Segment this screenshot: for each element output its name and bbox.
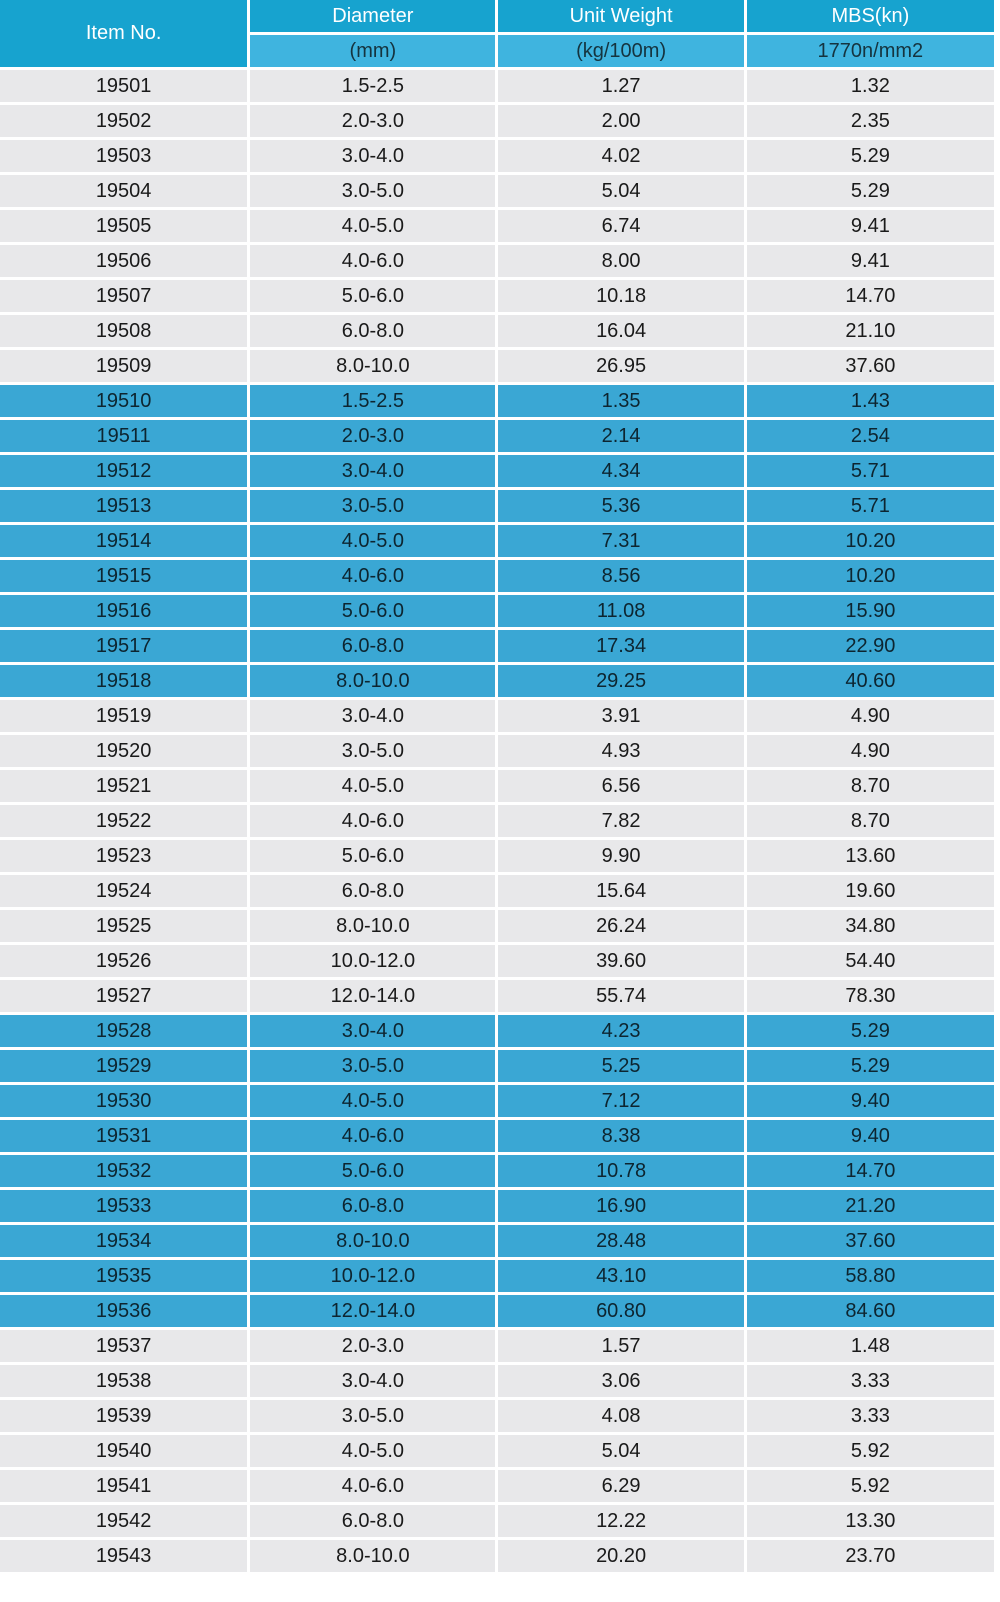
- table-row: [0, 385, 994, 417]
- cell-diameter: 2.0-3.0: [250, 105, 495, 137]
- cell-item-no: 19541: [0, 1470, 247, 1502]
- cell-unit-weight: 11.08: [498, 595, 743, 627]
- cell-unit-weight: 2.00: [498, 105, 743, 137]
- cell-item-no: 19542: [0, 1505, 247, 1537]
- table-row: [0, 1015, 994, 1047]
- cell-unit-weight: 6.56: [498, 770, 743, 802]
- cell-mbs: 8.70: [747, 805, 994, 837]
- cell-diameter: 6.0-8.0: [250, 1190, 495, 1222]
- table-row: [0, 875, 994, 907]
- cell-mbs: 22.90: [747, 630, 994, 662]
- cell-unit-weight: 1.57: [498, 1330, 743, 1362]
- cell-item-no: 19525: [0, 910, 247, 942]
- cell-mbs: 10.20: [747, 525, 994, 557]
- cell-mbs: 34.80: [747, 910, 994, 942]
- cell-diameter: 5.0-6.0: [250, 595, 495, 627]
- cell-diameter: 8.0-10.0: [250, 350, 495, 382]
- table-row: [0, 1085, 994, 1117]
- table-row: [0, 560, 994, 592]
- cell-item-no: 19539: [0, 1400, 247, 1432]
- cell-unit-weight: 16.90: [498, 1190, 743, 1222]
- cell-unit-weight: 43.10: [498, 1260, 743, 1292]
- cell-unit-weight: 26.95: [498, 350, 743, 382]
- cell-unit-weight: 26.24: [498, 910, 743, 942]
- cell-mbs: 54.40: [747, 945, 994, 977]
- cell-unit-weight: 5.36: [498, 490, 743, 522]
- cell-item-no: 19528: [0, 1015, 247, 1047]
- cell-item-no: 19537: [0, 1330, 247, 1362]
- cell-diameter: 6.0-8.0: [250, 315, 495, 347]
- cell-item-no: 19540: [0, 1435, 247, 1467]
- cell-diameter: 10.0-12.0: [250, 945, 495, 977]
- table-row: [0, 105, 994, 137]
- table-row: [0, 665, 994, 697]
- cell-mbs: 13.30: [747, 1505, 994, 1537]
- cell-mbs: 9.41: [747, 210, 994, 242]
- table-row: [0, 420, 994, 452]
- cell-unit-weight: 9.90: [498, 840, 743, 872]
- cell-mbs: 8.70: [747, 770, 994, 802]
- header-unit-weight: Unit Weight: [498, 0, 743, 32]
- cell-mbs: 58.80: [747, 1260, 994, 1292]
- table-row: [0, 525, 994, 557]
- cell-mbs: 9.40: [747, 1085, 994, 1117]
- cell-mbs: 5.71: [747, 455, 994, 487]
- cell-mbs: 2.35: [747, 105, 994, 137]
- cell-unit-weight: 55.74: [498, 980, 743, 1012]
- cell-item-no: 19514: [0, 525, 247, 557]
- table-row: [0, 700, 994, 732]
- table-row: [0, 245, 994, 277]
- cell-item-no: 19512: [0, 455, 247, 487]
- cell-mbs: 84.60: [747, 1295, 994, 1327]
- table-row: [0, 735, 994, 767]
- cell-unit-weight: 12.22: [498, 1505, 743, 1537]
- cell-diameter: 4.0-5.0: [250, 525, 495, 557]
- cell-item-no: 19504: [0, 175, 247, 207]
- table-row: [0, 1155, 994, 1187]
- cell-mbs: 4.90: [747, 735, 994, 767]
- table-row: [0, 980, 994, 1012]
- table-row: [0, 1365, 994, 1397]
- cell-item-no: 19503: [0, 140, 247, 172]
- cell-unit-weight: 4.23: [498, 1015, 743, 1047]
- table-row: [0, 1470, 994, 1502]
- cell-diameter: 1.5-2.5: [250, 385, 495, 417]
- cell-diameter: 2.0-3.0: [250, 420, 495, 452]
- cell-mbs: 10.20: [747, 560, 994, 592]
- table-row: [0, 1120, 994, 1152]
- cell-unit-weight: 4.34: [498, 455, 743, 487]
- cell-mbs: 15.90: [747, 595, 994, 627]
- cell-item-no: 19519: [0, 700, 247, 732]
- cell-diameter: 3.0-4.0: [250, 140, 495, 172]
- cell-diameter: 8.0-10.0: [250, 910, 495, 942]
- cell-diameter: 4.0-6.0: [250, 1470, 495, 1502]
- cell-item-no: 19509: [0, 350, 247, 382]
- cell-mbs: 1.32: [747, 70, 994, 102]
- cell-mbs: 78.30: [747, 980, 994, 1012]
- table-row: [0, 945, 994, 977]
- cell-unit-weight: 28.48: [498, 1225, 743, 1257]
- cell-diameter: 4.0-6.0: [250, 805, 495, 837]
- cell-unit-weight: 20.20: [498, 1540, 743, 1572]
- cell-unit-weight: 8.38: [498, 1120, 743, 1152]
- cell-diameter: 3.0-5.0: [250, 1400, 495, 1432]
- cell-item-no: 19535: [0, 1260, 247, 1292]
- cell-unit-weight: 1.35: [498, 385, 743, 417]
- cell-item-no: 19515: [0, 560, 247, 592]
- cell-item-no: 19508: [0, 315, 247, 347]
- cell-item-no: 19534: [0, 1225, 247, 1257]
- cell-diameter: 3.0-5.0: [250, 175, 495, 207]
- table-row: [0, 490, 994, 522]
- cell-diameter: 5.0-6.0: [250, 1155, 495, 1187]
- table-row: [0, 1295, 994, 1327]
- cell-mbs: 21.10: [747, 315, 994, 347]
- cell-item-no: 19517: [0, 630, 247, 662]
- cell-unit-weight: 7.31: [498, 525, 743, 557]
- cell-item-no: 19505: [0, 210, 247, 242]
- table-body: [0, 70, 994, 1572]
- table-row: [0, 1540, 994, 1572]
- cell-mbs: 13.60: [747, 840, 994, 872]
- cell-mbs: 14.70: [747, 280, 994, 312]
- header-diameter-unit: (mm): [250, 35, 495, 67]
- cell-diameter: 12.0-14.0: [250, 1295, 495, 1327]
- cell-unit-weight: 7.12: [498, 1085, 743, 1117]
- cell-diameter: 3.0-5.0: [250, 490, 495, 522]
- header-unit-weight-unit: (kg/100m): [498, 35, 743, 67]
- table-header: [0, 0, 994, 67]
- cell-item-no: 19530: [0, 1085, 247, 1117]
- cell-unit-weight: 8.00: [498, 245, 743, 277]
- cell-diameter: 12.0-14.0: [250, 980, 495, 1012]
- cell-item-no: 19520: [0, 735, 247, 767]
- cell-item-no: 19521: [0, 770, 247, 802]
- cell-mbs: 5.92: [747, 1470, 994, 1502]
- cell-unit-weight: 5.04: [498, 1435, 743, 1467]
- cell-mbs: 23.70: [747, 1540, 994, 1572]
- table-row: [0, 210, 994, 242]
- cell-unit-weight: 8.56: [498, 560, 743, 592]
- header-row: [0, 0, 994, 32]
- cell-mbs: 21.20: [747, 1190, 994, 1222]
- cell-unit-weight: 4.93: [498, 735, 743, 767]
- cell-mbs: 5.29: [747, 1015, 994, 1047]
- cell-unit-weight: 10.18: [498, 280, 743, 312]
- cell-diameter: 3.0-4.0: [250, 455, 495, 487]
- cell-mbs: 40.60: [747, 665, 994, 697]
- cell-item-no: 19507: [0, 280, 247, 312]
- header-mbs-unit: 1770n/mm2: [747, 35, 994, 67]
- cell-unit-weight: 16.04: [498, 315, 743, 347]
- cell-diameter: 6.0-8.0: [250, 630, 495, 662]
- table-row: [0, 805, 994, 837]
- table-row: [0, 630, 994, 662]
- cell-mbs: 5.92: [747, 1435, 994, 1467]
- cell-mbs: 37.60: [747, 350, 994, 382]
- cell-mbs: 9.41: [747, 245, 994, 277]
- table-row: [0, 315, 994, 347]
- table-row: [0, 1435, 994, 1467]
- cell-unit-weight: 3.06: [498, 1365, 743, 1397]
- cell-item-no: 19538: [0, 1365, 247, 1397]
- cell-mbs: 5.29: [747, 175, 994, 207]
- cell-item-no: 19516: [0, 595, 247, 627]
- cell-item-no: 19533: [0, 1190, 247, 1222]
- cell-diameter: 5.0-6.0: [250, 280, 495, 312]
- cell-item-no: 19502: [0, 105, 247, 137]
- cell-item-no: 19524: [0, 875, 247, 907]
- cell-mbs: 2.54: [747, 420, 994, 452]
- cell-diameter: 1.5-2.5: [250, 70, 495, 102]
- cell-diameter: 3.0-4.0: [250, 1015, 495, 1047]
- cell-unit-weight: 6.29: [498, 1470, 743, 1502]
- cell-unit-weight: 7.82: [498, 805, 743, 837]
- table-row: [0, 840, 994, 872]
- cell-unit-weight: 5.04: [498, 175, 743, 207]
- cell-unit-weight: 60.80: [498, 1295, 743, 1327]
- cell-item-no: 19522: [0, 805, 247, 837]
- cell-diameter: 3.0-4.0: [250, 700, 495, 732]
- cell-diameter: 8.0-10.0: [250, 1540, 495, 1572]
- cell-item-no: 19527: [0, 980, 247, 1012]
- cell-item-no: 19529: [0, 1050, 247, 1082]
- cell-item-no: 19518: [0, 665, 247, 697]
- cell-mbs: 19.60: [747, 875, 994, 907]
- cell-diameter: 4.0-5.0: [250, 210, 495, 242]
- header-mbs: MBS(kn): [747, 0, 994, 32]
- table-row: [0, 595, 994, 627]
- cell-item-no: 19513: [0, 490, 247, 522]
- table-row: [0, 1260, 994, 1292]
- table-row: [0, 1505, 994, 1537]
- cell-diameter: 4.0-5.0: [250, 1085, 495, 1117]
- table-row: [0, 70, 994, 102]
- cell-unit-weight: 15.64: [498, 875, 743, 907]
- cell-unit-weight: 1.27: [498, 70, 743, 102]
- cell-diameter: 3.0-4.0: [250, 1365, 495, 1397]
- cell-item-no: 19511: [0, 420, 247, 452]
- cell-diameter: 3.0-5.0: [250, 1050, 495, 1082]
- cell-mbs: 5.29: [747, 140, 994, 172]
- cell-item-no: 19510: [0, 385, 247, 417]
- table-row: [0, 350, 994, 382]
- cell-unit-weight: 3.91: [498, 700, 743, 732]
- table-row: [0, 455, 994, 487]
- cell-item-no: 19531: [0, 1120, 247, 1152]
- table-row: [0, 140, 994, 172]
- table-row: [0, 1190, 994, 1222]
- cell-mbs: 9.40: [747, 1120, 994, 1152]
- cell-item-no: 19523: [0, 840, 247, 872]
- cell-diameter: 8.0-10.0: [250, 665, 495, 697]
- cell-diameter: 10.0-12.0: [250, 1260, 495, 1292]
- cell-mbs: 3.33: [747, 1400, 994, 1432]
- cell-unit-weight: 10.78: [498, 1155, 743, 1187]
- cell-diameter: 4.0-6.0: [250, 245, 495, 277]
- cell-item-no: 19543: [0, 1540, 247, 1572]
- cell-mbs: 4.90: [747, 700, 994, 732]
- cell-diameter: 8.0-10.0: [250, 1225, 495, 1257]
- cell-unit-weight: 4.02: [498, 140, 743, 172]
- table-row: [0, 280, 994, 312]
- cell-unit-weight: 2.14: [498, 420, 743, 452]
- cell-diameter: 4.0-6.0: [250, 1120, 495, 1152]
- cell-unit-weight: 17.34: [498, 630, 743, 662]
- cell-unit-weight: 5.25: [498, 1050, 743, 1082]
- cell-diameter: 4.0-6.0: [250, 560, 495, 592]
- table-row: [0, 1225, 994, 1257]
- cell-unit-weight: 39.60: [498, 945, 743, 977]
- cell-item-no: 19532: [0, 1155, 247, 1187]
- cell-unit-weight: 29.25: [498, 665, 743, 697]
- cell-diameter: 3.0-5.0: [250, 735, 495, 767]
- cell-mbs: 5.71: [747, 490, 994, 522]
- table-row: [0, 1050, 994, 1082]
- cell-mbs: 3.33: [747, 1365, 994, 1397]
- cell-mbs: 1.43: [747, 385, 994, 417]
- cell-mbs: 37.60: [747, 1225, 994, 1257]
- cell-item-no: 19526: [0, 945, 247, 977]
- header-item-no: Item No.: [0, 0, 247, 67]
- table-row: [0, 910, 994, 942]
- cell-diameter: 4.0-5.0: [250, 770, 495, 802]
- cell-item-no: 19536: [0, 1295, 247, 1327]
- cell-diameter: 2.0-3.0: [250, 1330, 495, 1362]
- table-row: [0, 175, 994, 207]
- cell-unit-weight: 4.08: [498, 1400, 743, 1432]
- cell-diameter: 6.0-8.0: [250, 875, 495, 907]
- cell-unit-weight: 6.74: [498, 210, 743, 242]
- cell-diameter: 4.0-5.0: [250, 1435, 495, 1467]
- table-row: [0, 1400, 994, 1432]
- cell-item-no: 19501: [0, 70, 247, 102]
- cell-mbs: 1.48: [747, 1330, 994, 1362]
- table-row: [0, 770, 994, 802]
- cell-item-no: 19506: [0, 245, 247, 277]
- cell-diameter: 5.0-6.0: [250, 840, 495, 872]
- cell-mbs: 5.29: [747, 1050, 994, 1082]
- table-row: [0, 1330, 994, 1362]
- cell-diameter: 6.0-8.0: [250, 1505, 495, 1537]
- cell-mbs: 14.70: [747, 1155, 994, 1187]
- header-diameter: Diameter: [250, 0, 495, 32]
